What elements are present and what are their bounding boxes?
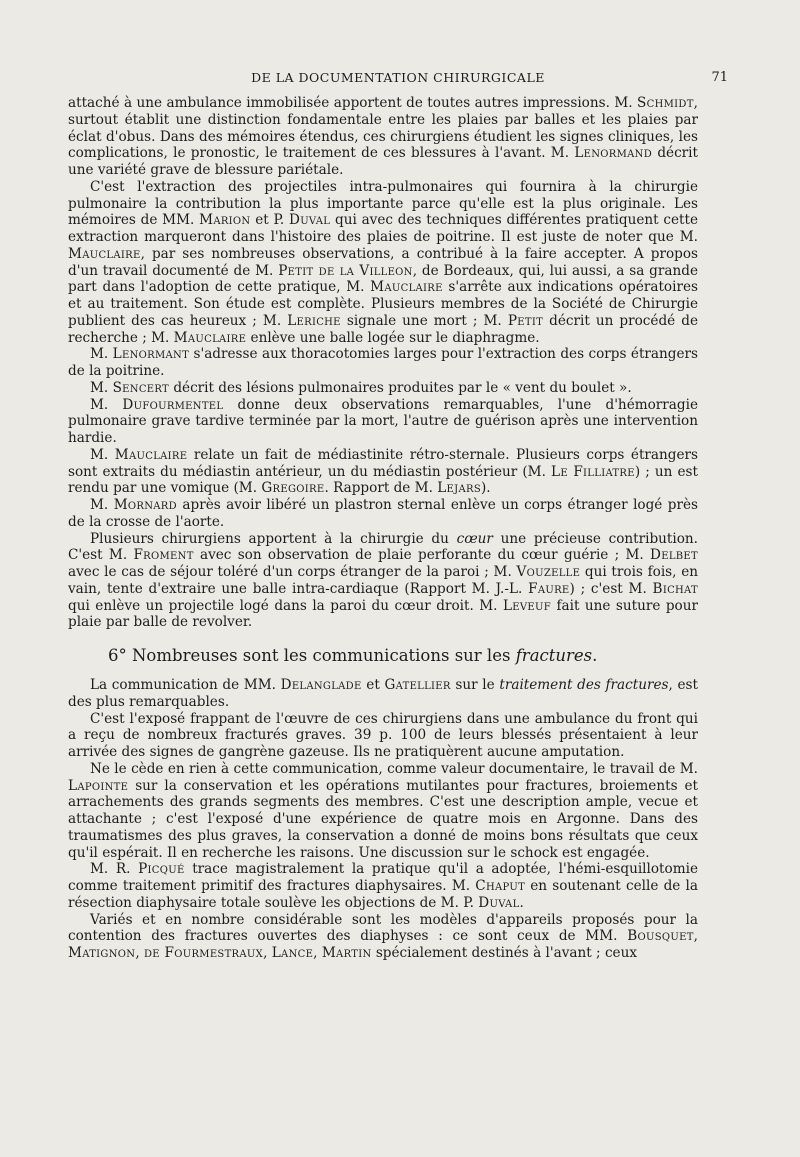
paragraph (68, 531, 698, 632)
author-name: Mornard (113, 497, 177, 513)
text-run: La communication de MM. (90, 677, 281, 693)
text-run: M. R. (90, 861, 139, 878)
author-name: Faure (528, 580, 570, 597)
author-name: Picqué (138, 861, 185, 878)
text-run: attaché à une ambulance immobilisée apportent de toutes autres impressions. M. (68, 95, 637, 111)
author-name: Lenormand (574, 145, 653, 162)
author-name: de Fourmestraux (143, 945, 264, 961)
emphasis-text: traitement des fractures (499, 677, 669, 693)
author-name: Lenormant (112, 346, 190, 363)
text-run: ) ; un est rendu par une vomique (M. (68, 463, 698, 497)
section-heading-suffix: . (592, 646, 598, 665)
author-name: Petit de la Villeon (278, 262, 413, 279)
text-run: s'adresse aux thoracotomies larges pour l'extraction des corps étrangers de la poitrine. (68, 346, 698, 379)
author-name: Sencert (112, 379, 169, 396)
text-run: Plusieurs chirurgiens apportent à la chirurgie du (90, 530, 457, 547)
author-name: Lejars (437, 480, 481, 497)
paragraph (68, 677, 698, 711)
author-name: Leveuf (502, 597, 551, 614)
text-run: donne deux observations remarquables, l'une d'hémorragie pulmonaire grave tardive terminée par la mort, l'autre de guérison après une intervention hardie. (68, 396, 699, 446)
text-run: Ne le cède en rien à cette communication, comme valeur documentaire, le travail de M. (90, 760, 698, 777)
paragraph (68, 497, 698, 531)
author-name: Delanglade (280, 677, 362, 693)
page-header (68, 70, 728, 90)
text-run: , (135, 945, 144, 961)
author-name: Petit (507, 312, 544, 329)
text-run: en soutenant celle de la résection diaphysaire totale soulève les objections de M. P. (68, 878, 698, 911)
paragraph (68, 711, 698, 761)
text-run: M. (90, 497, 114, 513)
page-body (68, 95, 698, 962)
text-run: relate un fait de médiastinite rétro-sternale. Plusieurs corps étrangers sont extraits du médiastin antérieur, un du médiastin postérieur (M. (68, 446, 699, 480)
text-run: fait une suture pour plaie par balle de revolver. (68, 597, 698, 631)
section-heading-text: 6° Nombreuses sont les communications sur les (108, 646, 516, 665)
text-run: ). (480, 480, 491, 497)
text-run: et (361, 677, 385, 693)
author-name: Leriche (287, 312, 341, 329)
text-block-chest-wounds (68, 95, 698, 631)
text-run: M. (90, 446, 115, 463)
text-run: , est des plus remarquables. (68, 677, 698, 710)
author-name: Mauclaire (370, 279, 443, 296)
text-run: , par ses nombreuses observations, a contribué à la faire accepter. A propos d'un travail documenté de M. (68, 245, 698, 279)
author-name: Gregoire (261, 480, 325, 497)
section-heading-emphasis: fractures (515, 646, 593, 665)
page-number: 71 (711, 70, 728, 85)
author-name: Mauclaire (173, 329, 247, 346)
author-name: Chaput (475, 878, 526, 894)
paragraph (68, 397, 698, 447)
paragraph (68, 95, 698, 179)
author-name: Marion (199, 212, 251, 229)
text-run: ) ; c'est M. (569, 580, 653, 597)
author-name: Schmidt (637, 95, 694, 111)
author-name: Gatellier (384, 677, 451, 693)
text-run: décrit des lésions pulmonaires produites par le « vent du boulet ». (169, 379, 632, 396)
text-run: , (263, 945, 272, 961)
section-heading (68, 646, 698, 666)
text-run: . (519, 894, 524, 911)
author-name: Lance (271, 945, 314, 961)
author-name: Dufourmentel (122, 396, 224, 413)
author-name: Lapointe (68, 777, 129, 794)
paragraph (68, 912, 698, 962)
text-run: qui avec des techniques différentes pratiquent cette extraction marqueront dans l'histoire des plaies de poitrine. Il est juste de noter que M. (68, 212, 699, 245)
author-name: Bousquet (627, 928, 694, 945)
author-name: Duval (289, 212, 331, 229)
text-run: décrit un procédé de recherche ; M. (68, 312, 698, 346)
text-run: enlève une balle logée sur le diaphragme. (246, 329, 540, 346)
text-run: , (313, 945, 322, 961)
text-run: , surtout établit une distinction fondamentale entre les plaies par balles et les plaies par éclat d'obus. Dans des mémoires étendus, ces chirurgiens étudient les signes cliniques, les complications, le pronostic, le traitement de ces blessures à l'avant. M. (68, 95, 698, 162)
text-run: . Rapport de M. (324, 480, 438, 497)
text-run: sur le (450, 677, 500, 693)
text-run: M. (90, 396, 123, 413)
author-name: Mauclaire (68, 245, 141, 262)
text-run: M. (90, 346, 113, 363)
author-name: Vouzelle (516, 564, 581, 580)
text-run: , (693, 928, 698, 945)
text-run: avec le cas de séjour toléré d'un corps étranger de la paroi ; M. (68, 564, 517, 580)
text-run: spécialement destinés à l'avant ; ceux (371, 945, 638, 961)
author-name: Matignon (68, 945, 136, 961)
author-name: Mauclaire (114, 446, 188, 463)
paragraph (68, 761, 698, 862)
paragraph (68, 346, 698, 380)
text-run: M. (90, 379, 113, 396)
text-run: et P. (250, 212, 289, 229)
paragraph (68, 179, 698, 347)
text-run: C'est l'exposé frappant de l'œuvre de ces chirurgiens dans une ambulance du front qui a reçu de nombreux fracturés graves. 39 p. 100 de leurs blessés présentaient à leur arrivée des signes de gangrène gazeuse. Ils ne pratiquèrent aucune amputation. (68, 710, 698, 760)
text-run: Variés et en nombre considérable sont les modèles d'appareils proposés pour la contention des fractures ouvertes des diaphyses : ce sont ceux de MM. (68, 911, 698, 945)
paragraph (68, 380, 698, 397)
text-run: trace magistralement la pratique qu'il a adoptée, l'hémi-esquillotomie comme traitement primitif des fractures diaphysaires. M. (68, 861, 698, 894)
author-name: Delbet (650, 547, 698, 564)
running-title: DE LA DOCUMENTATION CHIRURGICALE (251, 70, 545, 85)
text-run: qui trois fois, en vain, tente d'extraire une balle intra-cardiaque (Rapport M. J.-L. (68, 564, 698, 597)
text-run: , de Bordeaux, qui, lui aussi, a sa grande part dans l'adoption de cette pratique, M. (68, 262, 698, 296)
text-run: s'arrête aux indications opératoires et au traitement. Son étude est complète. Plusieurs membres de la Société de Chirurgie publient des cas heureux ; M. (68, 279, 698, 329)
text-run: une précieuse contribution. C'est M. (68, 530, 698, 564)
text-run: C'est l'extraction des projectiles intra-pulmonaires qui fournira à la chirurgie pulmonaire la contribution la plus importante parce qu'elle est la plus originale. Les mémoires de MM. (68, 178, 698, 229)
author-name: Duval (478, 894, 520, 911)
author-name: Martin (321, 945, 372, 961)
text-run: après avoir libéré un plastron sternal enlève un corps étranger logé près de la crosse de l'aorte. (68, 497, 699, 530)
author-name: Froment (133, 547, 194, 564)
text-run: décrit une variété grave de blessure pariétale. (68, 145, 698, 178)
emphasis-text: cœur (456, 530, 493, 547)
text-run: qui enlève un projectile logé dans la paroi du cœur droit. M. (68, 597, 503, 614)
text-run: avec son observation de plaie perforante du cœur guérie ; M. (193, 547, 651, 564)
text-run: signale une mort ; M. (340, 312, 508, 329)
author-name: Le Filliatre (551, 463, 635, 480)
author-name: Bichat (652, 580, 698, 597)
text-block-fractures (68, 677, 698, 962)
text-run: sur la conservation et les opérations mutilantes pour fractures, broiements et arrachements des grands segments des membres. C'est une description ample, vecue et attachante ; c'est l'exposé d'une expérience de quatre mois en Argonne. Dans des traumatismes des plus graves, la conservation a donné de moins bons résultats que ceux qu'il espérait. Il en recherche les raisons. Une discussion sur le schock est engagée. (68, 777, 698, 861)
paragraph (68, 447, 698, 497)
paragraph (68, 861, 698, 911)
